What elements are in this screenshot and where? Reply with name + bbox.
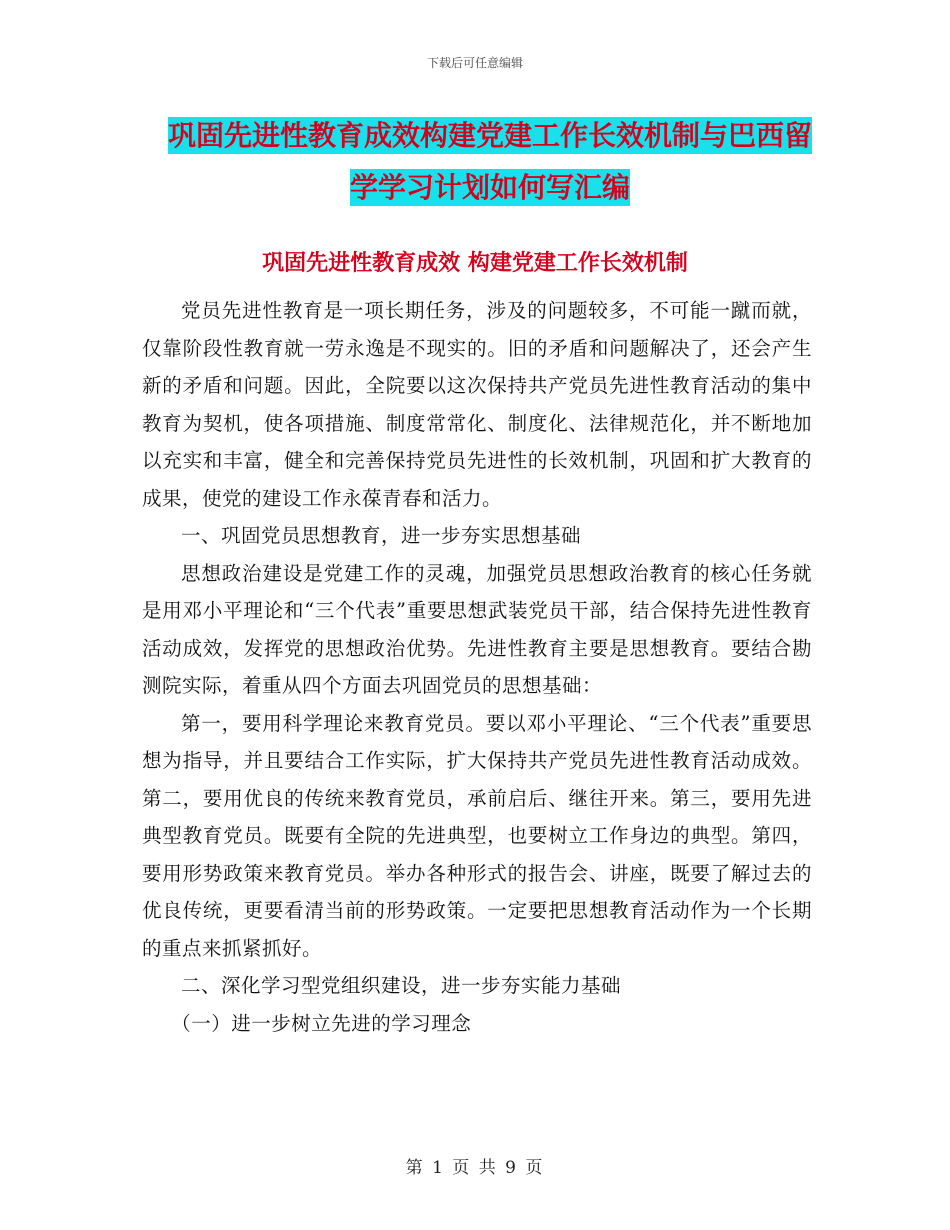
- heading-one: 一、巩固党员思想教育，进一步夯实思想基础: [181, 524, 582, 547]
- paragraph-intro: 党员先进性教育是一项长期任务，涉及的问题较多，不可能一蹴而就，仅靠阶段性教育就一劳永逸是不现实的。旧的矛盾和问题解决了，还会产生新的矛盾和问题。因此，全院要以这次保持共产党员先进性教育活动的集中教育为契机，使各项措施、制度常常化、制度化、法律规范化，并不断地加以充实和丰富，健全和完善保持党员先进性的长效机制，巩固和扩大教育的成果，使党的建设工作永葆青春和活力。: [142, 299, 812, 510]
- document-title: [140, 110, 840, 214]
- paragraph-four-aspects: 第一，要用科学理论来教育党员。要以邓小平理论、“三个代表”重要思想为指导，并且要结合工作实际，扩大保持共产党员先进性教育活动成效。第二，要用优良的传统来教育党员，承前启后、继往开来。第三，要用先进典型教育党员。既要有全院的先进典型，也要树立工作身边的典型。第四，要用形势政策来教育党员。举办各种形式的报告会、讲座，既要了解过去的优良传统，更要看清当前的形势政策。一定要把思想教育活动作为一个长期的重点来抓紧抓好。: [142, 711, 812, 960]
- subheading-one: （一）进一步树立先进的学习理念: [171, 1011, 472, 1035]
- paragraph-ideology: 思想政治建设是党建工作的灵魂，加强党员思想政治教育的核心任务就是用邓小平理论和“三个代表”重要思想武装党员干部，结合保持先进性教育活动成效，发挥党的思想政治优势。先进性教育主要是思想教育。要结合勘测院实际，着重从四个方面去巩固党员的思想基础：: [142, 561, 812, 697]
- section-title: 巩固先进性教育成效 构建党建工作长效机制: [262, 251, 688, 276]
- heading-two: 二、深化学习型党组织建设，进一步夯实能力基础: [181, 974, 622, 997]
- page-footer: 第 1 页 共 9 页: [405, 1158, 545, 1178]
- body-text: [142, 292, 812, 1042]
- title-line-1: 巩固先进性教育成效构建党建工作长效机制与巴西留: [167, 119, 812, 152]
- title-line-2: 学学习计划如何写汇编: [349, 171, 630, 204]
- header-note: 下载后可任意编辑: [426, 56, 523, 70]
